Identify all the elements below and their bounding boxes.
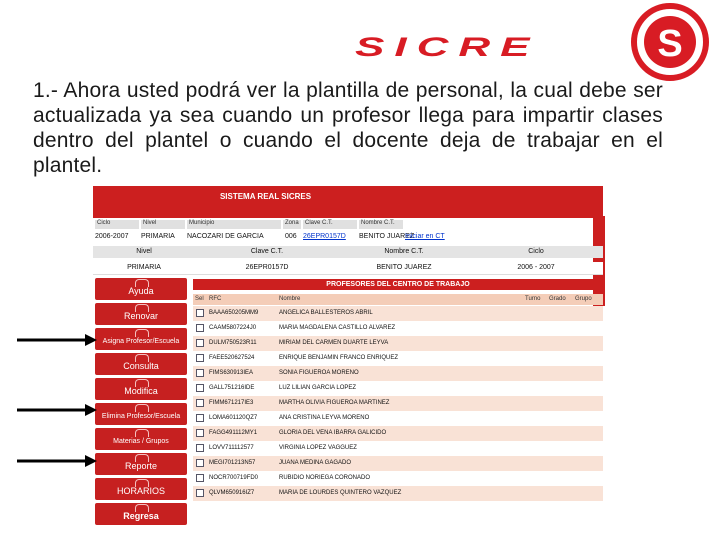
header-nombre: Nombre C.T. xyxy=(384,248,424,255)
materias-label: Materias / Grupos xyxy=(113,438,169,445)
rfc-cell: GALL751216IDE xyxy=(209,385,255,391)
elimina-label: Elimina Profesor/Escuela xyxy=(101,413,181,420)
rfc-cell: FAGG491112MY1 xyxy=(209,430,258,436)
elimina-profesor-button[interactable] xyxy=(95,403,187,425)
value-nivel: PRIMARIA xyxy=(141,233,175,240)
right-panel xyxy=(593,216,605,306)
reporte-label: Reporte xyxy=(124,461,158,471)
renovar-button[interactable] xyxy=(95,303,187,325)
home-icon xyxy=(135,279,149,287)
nombre-cell: GLORIA DEL VENA IBARRA GALICIDO xyxy=(279,430,387,436)
label-clave: Clave C.T. xyxy=(303,220,357,229)
regresa-button[interactable] xyxy=(95,503,187,525)
home-icon xyxy=(135,354,149,362)
app-banner xyxy=(93,186,603,218)
table-row xyxy=(193,351,603,366)
nombre-cell: ENRIQUE BENJAMIN FRANCO ENRIQUEZ xyxy=(279,355,399,361)
rfc-cell: LOMA601120QZ7 xyxy=(209,415,258,421)
reporte-button[interactable] xyxy=(95,453,187,475)
col-grupo: Grupo xyxy=(575,296,592,302)
home-icon xyxy=(135,379,149,387)
label-municipio: Municipio xyxy=(187,220,281,229)
rfc-cell: FAEE520627524 xyxy=(209,355,255,361)
table-header xyxy=(193,294,603,305)
table-row xyxy=(193,306,603,321)
col-sel: Sel xyxy=(195,296,204,302)
value-clave-link[interactable]: 26EPR0157D xyxy=(303,233,346,240)
consulta-button[interactable] xyxy=(95,353,187,375)
nombre-cell: LUZ LILIAN GARCIA LOPEZ xyxy=(279,385,357,391)
select-checkbox[interactable] xyxy=(196,384,204,392)
value-nombre: BENITO JUAREZ xyxy=(359,233,415,240)
ct-value-row xyxy=(93,262,603,275)
back-icon xyxy=(135,504,149,512)
asigna-profesor-button[interactable] xyxy=(95,328,187,350)
nombre-cell: MARIA DE LOURDES QUINTERO VAZQUEZ xyxy=(279,490,402,496)
table-row xyxy=(193,471,603,486)
ct-ciclo: 2006 - 2007 xyxy=(517,264,555,271)
regresa-label: Regresa xyxy=(123,511,159,521)
intro-text: 1.- Ahora usted podrá ver la plantilla de personal, la cual debe ser actualizada ya sea cuando un profesor llega para impartir clases dentro del plantel o cuando el docente deja de trabajar en el plantel. xyxy=(33,79,663,177)
col-rfc: RFC xyxy=(209,296,222,302)
nombre-cell: SONIA FIGUEROA MORENO xyxy=(279,370,359,376)
modifica-label: Modifica xyxy=(124,386,158,396)
app-screen xyxy=(93,186,611,540)
header-nivel: Nivel xyxy=(136,248,152,255)
table-row xyxy=(193,321,603,336)
rfc-cell: FIMM671217IE3 xyxy=(209,400,254,406)
select-checkbox[interactable] xyxy=(196,489,204,497)
label-zona: Zona xyxy=(283,220,301,229)
rfc-cell: CAAM5807224J0 xyxy=(209,325,257,331)
table-row xyxy=(193,486,603,501)
ayuda-button[interactable] xyxy=(95,278,187,300)
home-icon xyxy=(135,404,149,412)
ct-nivel: PRIMARIA xyxy=(127,264,161,271)
arrow-elimina-icon xyxy=(17,403,97,417)
label-nombre: Nombre C.T. xyxy=(359,220,403,229)
table-row xyxy=(193,456,603,471)
rfc-cell: QLVM650916IZ7 xyxy=(209,490,255,496)
rfc-cell: DULM750523R11 xyxy=(209,340,257,346)
ct-nombre: BENITO JUAREZ xyxy=(376,264,432,271)
ct-header-row xyxy=(93,246,603,258)
badge-letter: S xyxy=(657,23,683,65)
nombre-cell: RUBIDIO NORIEGA CORONADO xyxy=(279,475,371,481)
table-row xyxy=(193,366,603,381)
nombre-cell: ANGELICA BALLESTEROS ABRIL xyxy=(279,310,373,316)
rfc-cell: NOCR700719FD0 xyxy=(209,475,259,481)
value-zona: 006 xyxy=(285,233,297,240)
nombre-cell: ANA CRISTINA LEYVA MORENO xyxy=(279,415,370,421)
horarios-button[interactable] xyxy=(95,478,187,500)
sicre-logo xyxy=(355,30,655,68)
horarios-label: HORARIOS xyxy=(116,486,165,496)
rfc-cell: LOVV711112577 xyxy=(209,445,254,451)
iniciar-ct-link[interactable]: Iniciar en CT xyxy=(405,233,445,240)
home-icon xyxy=(135,304,149,312)
nombre-cell: MARIA MAGDALENA CASTILLO ALVAREZ xyxy=(279,325,396,331)
table-row xyxy=(193,336,603,351)
asigna-label: Asigna Profesor/Escuela xyxy=(102,338,180,345)
ayuda-label: Ayuda xyxy=(128,286,154,296)
header-ciclo: Ciclo xyxy=(528,248,544,255)
header-clave: Clave C.T. xyxy=(250,248,284,255)
logo-text: SICRE xyxy=(355,32,540,63)
home-icon xyxy=(135,454,149,462)
select-checkbox[interactable] xyxy=(196,339,204,347)
nombre-cell: JUANA MEDINA GAGADO xyxy=(279,460,352,466)
select-checkbox[interactable] xyxy=(196,309,204,317)
home-icon xyxy=(135,429,149,437)
table-row xyxy=(193,396,603,411)
select-checkbox[interactable] xyxy=(196,459,204,467)
home-icon xyxy=(135,329,149,337)
select-checkbox[interactable] xyxy=(196,369,204,377)
ct-clave: 26EPR0157D xyxy=(245,264,289,271)
col-grado: Grado xyxy=(549,296,566,302)
table-row xyxy=(193,441,603,456)
nombre-cell: VIRGINIA LOPEZ VAGGUEZ xyxy=(279,445,357,451)
nombre-cell: MIRIAM DEL CARMEN DUARTE LEYVA xyxy=(279,340,389,346)
select-checkbox[interactable] xyxy=(196,399,204,407)
nombre-cell: MARTHA OLIVIA FIGUEROA MARTINEZ xyxy=(279,400,390,406)
rfc-cell: BAAA650205MM9 xyxy=(209,310,259,316)
rfc-cell: MEGI701213N57 xyxy=(209,460,256,466)
label-ciclo: Ciclo xyxy=(95,220,139,229)
value-municipio: NACOZARI DE GARCIA xyxy=(187,233,264,240)
materias-grupos-button[interactable] xyxy=(95,428,187,450)
table-row xyxy=(193,426,603,441)
select-checkbox[interactable] xyxy=(196,414,204,422)
rfc-cell: FIMS630913IEA xyxy=(209,370,254,376)
renovar-label: Renovar xyxy=(123,311,159,321)
profesores-title: PROFESORES DEL CENTRO DE TRABAJO xyxy=(193,279,603,290)
arrow-asigna-icon xyxy=(17,333,97,347)
select-checkbox[interactable] xyxy=(196,474,204,482)
app-title: SISTEMA REAL SICRES xyxy=(219,192,312,201)
table-row xyxy=(193,411,603,426)
select-checkbox[interactable] xyxy=(196,324,204,332)
label-nivel: Nivel xyxy=(141,220,185,229)
modifica-button[interactable] xyxy=(95,378,187,400)
consulta-label: Consulta xyxy=(123,361,159,371)
select-checkbox[interactable] xyxy=(196,354,204,362)
sicre-badge-icon xyxy=(630,2,710,82)
arrow-reporte-icon xyxy=(17,454,97,468)
col-nombre: Nombre xyxy=(279,296,301,302)
value-ciclo: 2006-2007 xyxy=(95,233,129,240)
select-checkbox[interactable] xyxy=(196,429,204,437)
home-icon xyxy=(135,479,149,487)
col-turno: Turno xyxy=(525,296,541,302)
table-row xyxy=(193,381,603,396)
select-checkbox[interactable] xyxy=(196,444,204,452)
